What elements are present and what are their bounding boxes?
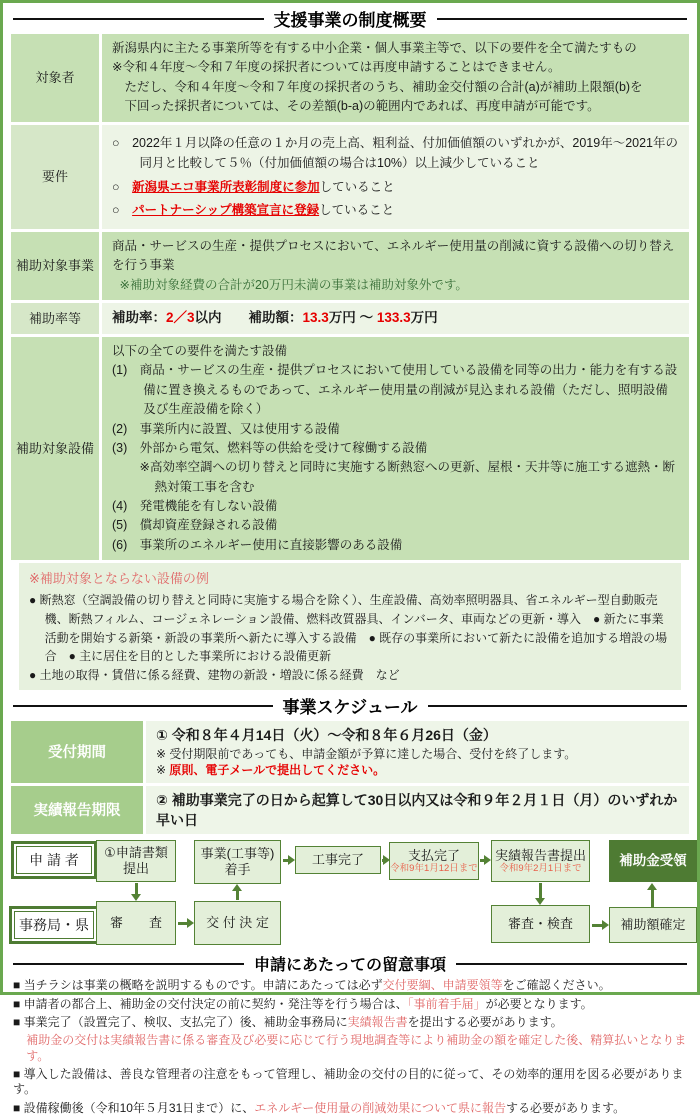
row-label-target: 対象者 (11, 34, 99, 122)
flow-box-construction-complete: 工事完了 (295, 846, 381, 874)
schedule-content-acceptance (146, 721, 689, 782)
row-label-business: 補助対象事業 (11, 232, 99, 300)
rate-prefix: 補助率： (112, 310, 166, 326)
payment-title: 支払完了 (407, 847, 460, 863)
equipment-item-2: (2) 事業所内に設置、又は使用する設備 (112, 421, 340, 436)
circle-marker-icon: ○ (112, 203, 120, 218)
requirement-item-2 (112, 177, 679, 198)
amount-prefix: 補助額： (248, 310, 303, 326)
note-line-5: ■ 導入した設備は、善良な管理者の注意をもって管理し、補助金の交付の目的に従って、その効率的運用を図る必要があります。 (13, 1067, 684, 1097)
acceptance-note-1: ※ 受付期限前であっても、申請金額が予算に達した場合、受付を終了します。 (156, 746, 577, 761)
process-flowchart (11, 837, 689, 949)
note-6-suffix: する必要があります。 (506, 1100, 626, 1115)
note-2-text: ■ 申請者の都合上、補助金の交付決定の前に契約・発注等を行う場合は、 (13, 996, 408, 1011)
note-2-suffix: が必要となります。 (485, 996, 593, 1011)
circle-marker-icon: ○ (112, 179, 120, 194)
requirement-3-suffix: していること (319, 203, 395, 218)
notes-section-title (13, 952, 687, 975)
submit-line2: 提出 (122, 861, 149, 877)
application-notes-list (13, 978, 687, 1116)
note-1-highlight: 交付要綱、申請要領等 (382, 978, 503, 993)
flow-box-report-submit (491, 840, 590, 882)
flow-box-amount-fixed: 補助額確定 (609, 907, 697, 943)
page-title: 支援事業の制度概要 (273, 11, 427, 30)
equipment-item-5: (5) 償却資産登録される設備 (112, 518, 278, 533)
note-marker: ※ (156, 763, 170, 778)
acceptance-note-2 (156, 762, 679, 779)
excluded-bullet-1: ● 断熱窓（空調設備の切り替えと同時に実施する場合を除く）、生産設備、高効率照明器具、省エネルギー型自動販売機、断熱フィルム、コージェネレーション設備、燃料改質器具、インバータ、車両などの更新・導入 ● 新たに事業活動を開始する新築・新設の事業所へ新たに導入する設備 ● 既存の事業所において新たに設備を追加する増設の場合 ● 主に居住を目的とした事業所における設備更新 (29, 593, 668, 664)
arrow-down-icon (539, 883, 542, 898)
business-note: ※補助対象経費の合計が20万円未満の事業は補助対象外です。 (119, 277, 468, 292)
table-row-equipment (11, 337, 689, 560)
amount-unit-end: 万円 (410, 310, 438, 326)
arrow-down-icon (135, 883, 138, 894)
table-row-requirements (11, 125, 689, 230)
schedule-label-acceptance: 受付期間 (11, 721, 143, 782)
row-content-equipment (102, 337, 689, 560)
title-rule-left (13, 705, 273, 707)
excluded-title: ※補助対象とならない設備の例 (29, 571, 209, 587)
table-row-business (11, 232, 689, 300)
arrow-right-icon (382, 859, 383, 862)
flow-box-submit-documents (96, 840, 176, 882)
schedule-content-report (146, 786, 689, 835)
row-content-rate (102, 303, 689, 334)
partnership-declaration-link[interactable]: パートナーシップ構築宣言に登録 (132, 203, 320, 218)
flow-box-project-start (194, 840, 281, 884)
notes-title: 申請にあたっての留意事項 (254, 957, 447, 975)
overview-section-title (13, 6, 687, 31)
title-rule-left (13, 963, 244, 965)
schedule-title: 事業スケジュール (282, 698, 418, 718)
report-title: 実績報告書提出 (494, 847, 586, 863)
note-6-highlight: エネルギー使用量の削減効果について県に報告 (254, 1100, 507, 1115)
amount-unit-mid: 万円 ～ (328, 310, 377, 326)
note-3-highlight: 実績報告書 (347, 1014, 408, 1029)
submit-line1: ①申請書類 (104, 845, 168, 861)
circle-marker-icon: ○ (112, 135, 120, 150)
target-line4: 下回った採択者については、その差額(b-a)の範囲内であれば、再度申請が可能です。 (112, 99, 600, 114)
schedule-row-report-deadline (11, 786, 689, 835)
note-line-6 (13, 1101, 687, 1116)
office-entity-box: 事務局・県 (14, 911, 94, 939)
target-line3: ただし、令和４年度～令和７年度の採択者のうち、補助金交付額の合計(a)が補助上限額(b)を (112, 79, 643, 94)
row-content-business (102, 232, 689, 300)
row-label-requirements: 要件 (11, 125, 99, 230)
arrow-right-icon (178, 922, 187, 925)
table-row-target (11, 34, 689, 122)
amount-max: 133.3 (376, 310, 411, 326)
table-row-rate (11, 303, 689, 334)
arrow-up-icon (651, 890, 654, 907)
rate-suffix: 以内 (194, 310, 222, 326)
title-rule-right (456, 963, 687, 965)
flow-box-inspection: 審査・検査 (491, 905, 590, 943)
row-label-rate: 補助率等 (11, 303, 99, 334)
amount-min: 13.3 (302, 310, 329, 326)
note-6-text: ■ 設備稼働後（令和10年５月31日まで）に、 (13, 1100, 255, 1115)
equipment-item-3-note: ※高効率空調への切り替えと同時に実施する断熱窓への更新、屋根・天井等に施工する遮熱・断熱対策工事を含む (139, 460, 675, 494)
business-text: 商品・サービスの生産・提供プロセスにおいて、エネルギー使用量の削減に資する設備への切り替えを行う事業 (112, 239, 675, 273)
arrow-right-icon (480, 859, 484, 862)
title-rule-right (437, 18, 688, 20)
note-3-suffix: を提出する必要があります。 (407, 1014, 563, 1029)
note-1-suffix: をご確認ください。 (502, 978, 611, 993)
equipment-item-4: (4) 発電機能を有しない設備 (112, 499, 278, 514)
start-line1: 事業(工事等) (200, 846, 275, 862)
applicant-entity-box: 申 請 者 (16, 846, 92, 874)
overview-table (11, 34, 689, 690)
eco-office-program-link[interactable]: 新潟県エコ事業所表彰制度に参加 (132, 179, 320, 194)
schedule-label-report: 実績報告期限 (11, 786, 143, 835)
flow-box-receive-subsidy: 補助金受領 (609, 840, 697, 882)
requirement-item-1 (112, 133, 679, 174)
email-submission-note: 原則、電子メールで提出してください。 (169, 763, 386, 778)
target-line2: ※令和４年度～令和７年度の採択者については再度申請することはできません。 (112, 60, 561, 75)
report-deadline-text: ② 補助事業完了の日から起算して30日以内又は令和９年２月１日（月）のいずれか早い日 (156, 791, 678, 828)
note-line-1 (13, 978, 687, 993)
rate-value: 2／3 (166, 310, 195, 326)
note-2-highlight: 「事前着手届」 (407, 996, 486, 1011)
note-3-text: ■ 事業完了（設置完了、検収、支払完了）後、補助金事務局に (13, 1014, 348, 1029)
schedule-section-title (13, 693, 687, 718)
title-rule-right (428, 705, 688, 707)
note-line-2 (13, 997, 687, 1012)
acceptance-period: ① 令和８年４月14日（火）～令和８年６月26日（金） (156, 727, 497, 744)
arrow-right-icon (283, 859, 288, 862)
equipment-item-1: (1) 商品・サービスの生産・提供プロセスにおいて使用している設備を同等の出力・能力を有する設備に置き換えるものであって、エネルギー使用量の削減が見込まれる設備（ただし、照明設備及び生産設備を除く） (112, 363, 678, 417)
row-label-equipment: 補助対象設備 (11, 337, 99, 560)
equipment-item-6: (6) 事業所のエネルギー使用に直接影響のある設備 (112, 537, 403, 552)
arrow-up-icon (236, 891, 239, 900)
requirement-2-suffix: していること (319, 179, 395, 194)
note-line-4: 補助金の交付は実績報告書に係る審査及び必要に応じて行う現地調査等により補助金の額を確定した後、精算払いとなります。 (26, 1033, 687, 1063)
flow-box-grant-decision: 交 付 決 定 (194, 901, 281, 945)
requirement-1-text: 2022年１月以降の任意の１か月の売上高、粗利益、付加価値額のいずれかが、2019年～2021年の同月と比較して５％（付加価値額の場合は10%）以上減少していること (132, 135, 679, 171)
flow-box-review: 審 査 (96, 901, 176, 945)
target-line1: 新潟県内に主たる事業所等を有する中小企業・個人事業主等で、以下の要件を全て満たすもの (112, 41, 637, 55)
equipment-intro: 以下の全ての要件を満たす設備 (112, 344, 288, 359)
equipment-item-3: (3) 外部から電気、燃料等の供給を受けて稼働する設備 (112, 440, 428, 455)
excluded-equipment-note (19, 563, 681, 690)
arrow-right-icon (592, 924, 602, 927)
payment-due-date: 令和9年1月12日まで (390, 863, 478, 875)
requirement-item-3 (112, 200, 679, 221)
flow-box-payment-complete (389, 842, 479, 880)
excluded-bullet-2: ● 土地の取得・賃借に係る経費、建物の新設・増設に係る経費 など (29, 667, 400, 682)
row-content-requirements (102, 125, 689, 230)
note-1-text: ■ 当チラシは事業の概略を説明するものです。申請にあたっては必ず (13, 978, 383, 993)
row-content-target (102, 34, 689, 122)
report-due-date: 令和9年2月1日まで (499, 863, 582, 875)
equipment-item-3-note-wrap (112, 458, 679, 497)
title-rule-left (13, 18, 264, 20)
schedule-row-acceptance (11, 721, 689, 782)
start-line2: 着手 (224, 862, 251, 878)
note-line-3 (13, 1015, 687, 1030)
